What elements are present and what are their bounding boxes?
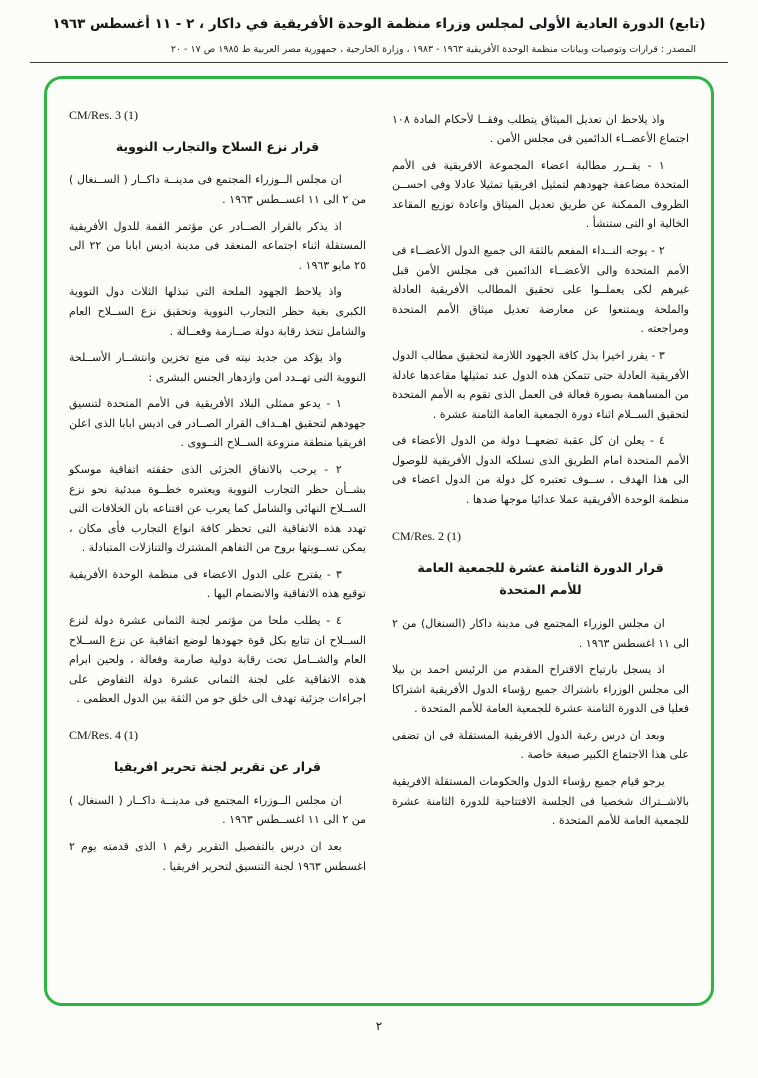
paragraph-item-4: ٤ - يعلن ان كل عقبة تضعهــا دولة من الدول الأعضاء فى الأمم المتحدة امام الطريق الذى تسلكه الدول الأفريقية للوصول الى هذا الهدف ، ســوف تعتبره كل دولة من الدول اعضاء فى منظمة الوحدة الأفريقية عملا عدائيا موجها ضدها . (392, 434, 689, 506)
paragraph: واذ يلاحظ ان تعديل الميثاق يتطلب وفقــا لأحكام المادة ١٠٨ اجتماع الأعضــاء الدائمين فى مجلس الأمن . (392, 112, 689, 146)
paragraph: واذ يؤكد من جديد نيته فى منع تخزين وانتشــار الأســلحة النووية التى تهــدد امن وازدهار الجنس البشرى : (69, 351, 366, 384)
paragraph-item-2: ٢ - يوجه النــداء المفعم بالثقة الى جميع الدول الأعضــاء فى الأمم المتحدة والى الأعضــاء الدائمين فى مجلس الأمن قبل غيرهم لكى يعملــوا على تحقيق المطالب الأفريقية العادلة والملحة ويمتنعوا عن معارضة تعديل ميثاق الأمم المتحدة ومراجعته . (392, 244, 689, 336)
cm-res-4-ref: CM/Res. 4 (1) (69, 727, 138, 742)
column-right (392, 103, 689, 883)
page-number: ٢ (375, 1018, 383, 1033)
two-column-layout (69, 103, 689, 883)
content-frame (44, 76, 714, 1006)
paragraph-item-3: ٣ - يقرر اخيرا بذل كافة الجهود اللازمة لتحقيق مطالب الدول الأفريقية العادلة حتى تتمكن هذه الدول عند تمثيلها مقاعدها عادلة من المساهمة بصورة فعالة فى العمل الذى تقوم به الأمم المتحدة لتحقيق الســلام اثناء دورة الجمعية العامة الثامنة عشرة . (392, 348, 689, 421)
resolution-title-liberation-committee: قرار عن تقرير لجنة تحرير افريقيا (114, 759, 321, 775)
paragraph-item-4: ٤ - يطلب ملحا من مؤتمر لجنة الثمانى عشرة دولة لنزع الســلاح ان تتابع بكل قوة جهودها لوضع اتفاقية عن نزع الســلاح العام والشــامل تحت رقابة دولية صارمة وفعالة ، ولحين ابرام هذه الاتفاقية على لجنة الثمانى عشرة دولة التفاوض على اجراءات جزئية تهدف الى خلق جو من الثقة بين الدول العظمى . (69, 614, 366, 706)
paragraph: يرجو قيام جميع رؤساء الدول والحكومات المستقلة الافريقية بالاشــتراك شخصيا فى الجلسة الافتتاحية للدورة الثامنة عشرة للجمعية العامة للأمم المتحدة . (392, 774, 689, 828)
cm-res-2-ref: CM/Res. 2 (1) (392, 528, 461, 543)
column-left (69, 103, 366, 883)
paragraph: وبعد ان درس رغبة الدول الافريقية المستقلة فى ان تضفى على هذا الاجتماع الكبير صبغة خاصة . (392, 728, 689, 762)
paragraph: ان مجلس الوزراء المجتمع فى مدينة داكار (السنغال) من ٢ الى ١١ اغسطس ١٩٦٣ . (392, 616, 689, 650)
paragraph: اذ يسجل بارتياح الاقتراح المقدم من الرئيس احمد بن بيلا الى مجلس الوزراء باشتراك جميع رؤساء الدول الأفريقية اشتراكا فعليا فى الدورة الثامنة عشرة للجمعية العامة للأمم المتحدة . (392, 663, 689, 716)
source-line: المصدر : قرارات وتوصيات وبيانات منظمة الوحدة الأفريقية ١٩٦٣ - ١٩٨٣ ، وزارة الخارجية ، جمهورية مصر العربية ط ١٩٨٥ ص ١٧ - ٢٠ (170, 43, 696, 55)
page-footer (0, 1019, 758, 1045)
paragraph-item-2: ٢ - يرحب بالاتفاق الجزئى الذى حققته اتفاقية موسكو بشــأن حظر التجارب النووية ويعتبره خطــوة مبدئية نحو نزع الســلاح النهائى والشامل كما يعرب عن اقتناعه بان الخلافات التى تهدد هذه الاتفاقية التى تحظر كافة انواع التجارب فأى مكان ، يمكن تســويتها بروح من التفاهم المشترك والتنازلات المتبادلة . (69, 462, 366, 555)
paragraph-item-1: ١ - يدعو ممثلى البلاد الأفريقية فى الأمم المتحدة لتنسيق جهودهم لتحقيق اهــداف القرار الصــادر فى اديس ابابا الذى اعلن افريقيا منطقة منزوعة الســلاح النــووى . (69, 397, 366, 450)
cm-res-3-ref: CM/Res. 3 (1) (69, 107, 138, 122)
paragraph: ان مجلس الــوزراء المجتمع فى مدينــة داكــار ( السنغال ) من ٢ الى ١١ اغســطس ١٩٦٣ . (69, 793, 366, 827)
paragraph: ان مجلس الــوزراء المجتمع فى مدينــة داكــار ( الســنغال ) من ٢ الى ١١ اغســطس ١٩٦٣ . (69, 173, 366, 207)
page-header (0, 14, 758, 55)
paragraph-item-1: ١ - يقــرر مطالبة اعضاء المجموعة الافريقية فى الأمم المتحدة مضاعفة جهودهم لتمثيل افريقيا تمثيلا عادلا وفى احســن الظروف الممكنة عن طريق تعديل الميثاق واعادة توزيع المقاعد الخالية او التى ستنشأ . (392, 158, 689, 231)
resolution-title-18th-general-assembly: قرار الدورة الثامنة عشرة للجمعية العامة للأمم المتحدة (417, 559, 664, 598)
header-divider (30, 62, 728, 63)
paragraph: بعد ان درس بالتفصيل التقرير رقم ١ الذى قدمته يوم ٢ اغسطس ١٩٦٣ لجنة التنسيق لتحرير افريقيا . (69, 839, 366, 873)
page-title: (تابع) الدورة العادية الأولى لمجلس وزراء منظمة الوحدة الأفريقية في داكار ، ٢ - ١١ أغسطس ١٩٦٣ (52, 16, 706, 32)
paragraph: واذ يلاحظ الجهود الملحة التى تبذلها الثلاث دول النووية الكبرى بغية حظر التجارب النووية وتحقيق نزع الســلاح العام والشامل تتخذ رقابة دولة صــارمة وفعــالة . (69, 285, 366, 338)
paragraph-item-3: ٣ - يقترح على الدول الاعضاء فى منظمة الوحدة الأفريقية توقيع هذه الاتفاقية والانضمام اليها . (69, 567, 366, 601)
paragraph: اذ يذكر بالقرار الصــادر عن مؤتمر القمة للدول الأفريقية المستقلة اثناء اجتماعه المنعقد فى مدينة اديس ابابا من ٢٢ الى ٢٥ مايو ١٩٦٣ . (69, 219, 366, 272)
resolution-title-disarmament: قرار نزع السلاح والتجارب النووية (115, 138, 320, 154)
